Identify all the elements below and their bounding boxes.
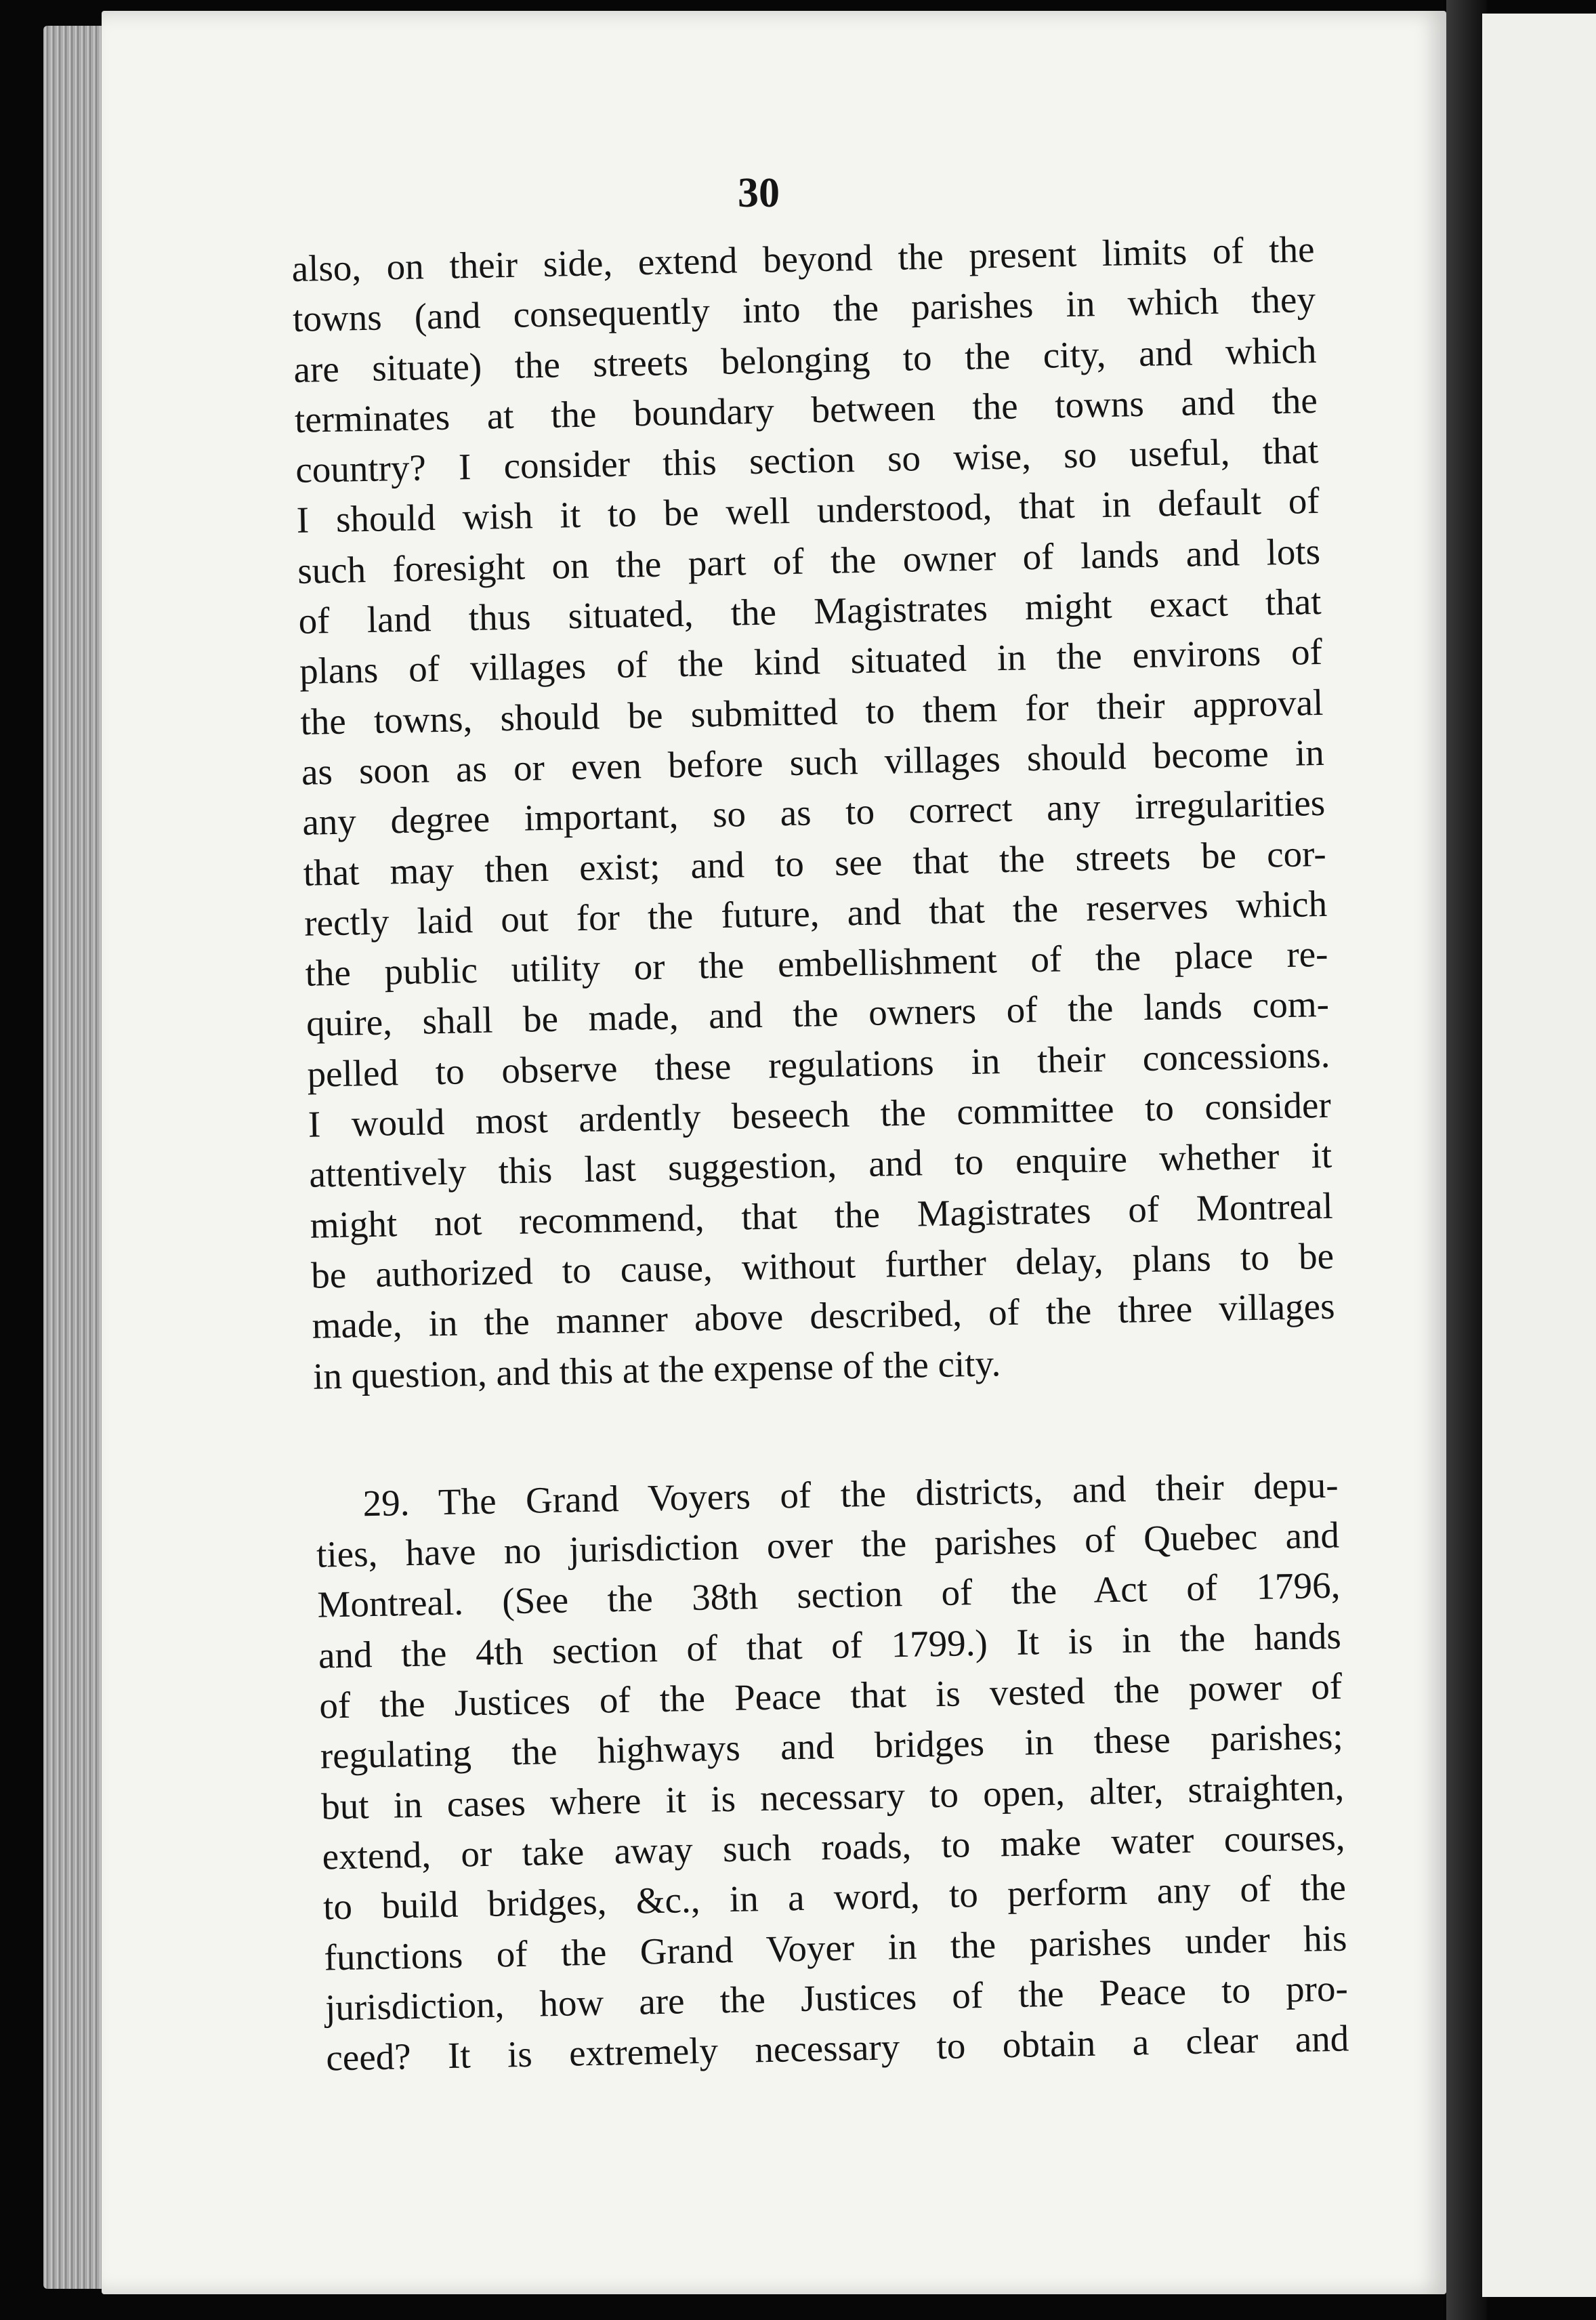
text-line: made, in the manner above described, of the three villages xyxy=(312,1285,1335,1346)
body-text xyxy=(291,224,1349,2084)
text-line: quire, shall be made, and the owners of the lands com- xyxy=(306,983,1330,1045)
text-line: in question, and this at the expense of the city. xyxy=(312,1342,1001,1397)
paragraph-continuation xyxy=(291,224,1337,1402)
text-line: of the Justices of the Peace that is vested the power of xyxy=(318,1665,1343,1726)
facing-page xyxy=(1482,14,1596,2297)
text-line: country? I consider this section so wise, so useful, that xyxy=(295,430,1319,491)
page-number: 30 xyxy=(738,170,780,216)
text-line: any degree important, so as to correct any irregularities xyxy=(301,782,1326,844)
text-line: are situate) the streets belonging to the city, and which xyxy=(293,329,1317,390)
text-line: as soon as or even before such villages should become in xyxy=(301,731,1325,793)
text-line: pelled to observe these regulations in their concessions. xyxy=(306,1033,1330,1095)
text-line: 29. The Grand Voyers of the districts, and their depu- xyxy=(362,1464,1339,1525)
text-line: attentively this last suggestion, and to enquire whether it xyxy=(308,1134,1332,1196)
text-line: be authorized to cause, without further delay, plans to be xyxy=(310,1235,1335,1296)
text-line: the towns, should be submitted to them for their approval xyxy=(299,681,1324,743)
text-line: but in cases where it is necessary to open, alter, straighten, xyxy=(320,1766,1345,1827)
text-line: towns (and consequently into the parishes in which they xyxy=(292,278,1316,340)
paragraph-section-29 xyxy=(315,1460,1349,2084)
text-line: of land thus situated, the Magistrates might exact that xyxy=(298,580,1322,642)
text-line: functions of the Grand Voyer in the parishes under his xyxy=(323,1917,1347,1979)
text-line: might not recommend, that the Magistrates of Montreal xyxy=(310,1184,1334,1246)
text-line: such foresight on the part of the owner of lands and lots xyxy=(297,530,1321,592)
text-line: regulating the highways and bridges in these parishes; xyxy=(320,1715,1344,1777)
text-line: jurisdiction, how are the Justices of the Peace to pro- xyxy=(324,1967,1349,2029)
text-line: Montreal. (See the 38th section of the Act of 1796, xyxy=(316,1565,1341,1626)
book-gutter xyxy=(1446,0,1487,2320)
text-line: to build bridges, &c., in a word, to perform any of the xyxy=(322,1866,1347,1928)
text-line: the public utility or the embellishment of the place re- xyxy=(305,932,1328,994)
text-line: ties, have no jurisdiction over the parishes of Quebec and xyxy=(316,1514,1340,1575)
text-line: and the 4th section of that of 1799.) It is in the hands xyxy=(318,1615,1342,1676)
text-line: ceed? It is extremely necessary to obtain a clear and xyxy=(325,2017,1349,2079)
text-line: also, on their side, extend beyond the present limits of the xyxy=(291,228,1316,289)
text-line: rectly laid out for the future, and that the reserves which xyxy=(303,882,1328,944)
text-line: that may then exist; and to see that the streets be cor- xyxy=(303,832,1327,894)
text-line: terminates at the boundary between the towns and the xyxy=(294,379,1318,440)
text-line: extend, or take away such roads, to make water courses, xyxy=(322,1816,1346,1878)
text-line: I should wish it to be well understood, that in default of xyxy=(296,480,1320,541)
text-line: plans of villages of the kind situated in the environs of xyxy=(299,631,1323,692)
text-line: I would most ardently beseech the committee to consider xyxy=(308,1083,1332,1145)
